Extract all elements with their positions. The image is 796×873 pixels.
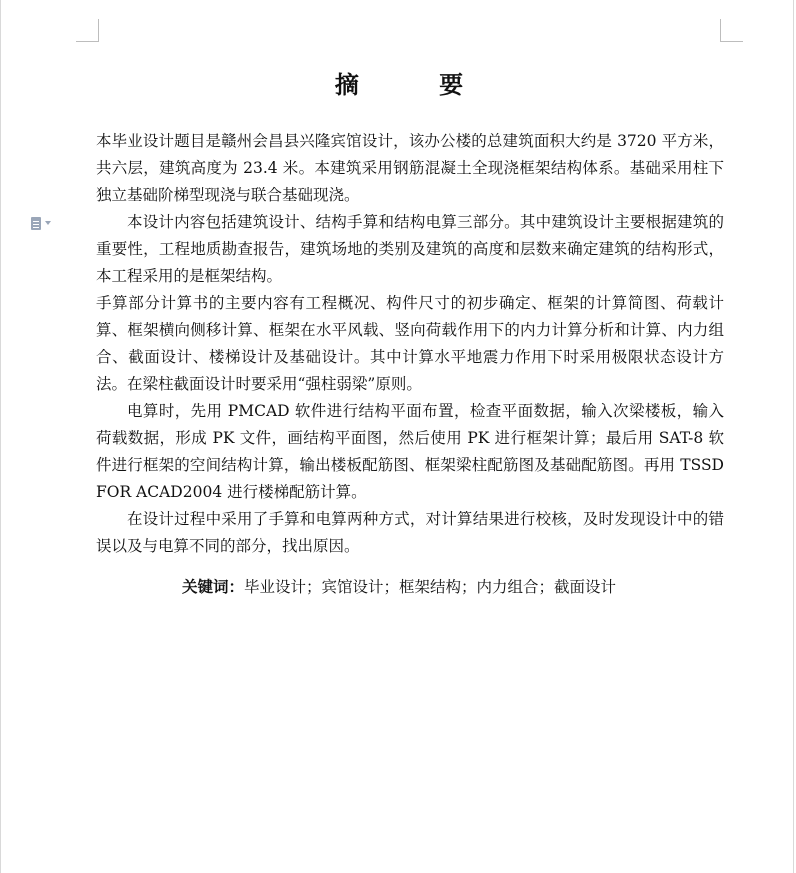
- keywords-text: 毕业设计；宾馆设计；框架结构；内力组合；截面设计: [244, 578, 617, 596]
- abstract-paragraph-4: 电算时，先用 PMCAD 软件进行结构平面布置，检查平面数据，输入次梁楼板，输入荷载数据，形成 PK 文件，画结构平面图，然后使用 PK 进行框架计算；最后用 SAT-8 软件进行框架的空间结构计算，输出楼板配筋图、框架梁柱配筋图及基础配筋图。再用 TSSD FOR ACAD2004 进行楼梯配筋计算。: [96, 402, 724, 501]
- abstract-paragraph-5: 在设计过程中采用了手算和电算两种方式，对计算结果进行校核，及时发现设计中的错误以及与电算不同的部分，找出原因。: [96, 510, 724, 555]
- margin-corner-top-right: [720, 19, 743, 42]
- abstract-body: [96, 128, 724, 560]
- chevron-down-icon: [45, 221, 51, 225]
- keywords-line: [1, 574, 796, 601]
- abstract-paragraph-3: 手算部分计算书的主要内容有工程概况、构件尺寸的初步确定、框架的计算简图、荷载计算、框架横向侧移计算、框架在水平风载、竖向荷载作用下的内力计算分析和计算、内力组合、截面设计、楼梯设计及基础设计。其中计算水平地震力作用下时采用极限状态设计方法。在梁柱截面设计时要采用“强柱弱梁”原则。: [96, 294, 724, 393]
- keywords-label: 关键词：: [181, 578, 244, 596]
- margin-corner-top-left: [76, 19, 99, 42]
- document-icon: [31, 217, 41, 230]
- abstract-paragraph-1: 本毕业设计题目是赣州会昌县兴隆宾馆设计，该办公楼的总建筑面积大约是 3720 平方米，共六层，建筑高度为 23.4 米。本建筑采用钢筋混凝土全现浇框架结构体系。基础采用柱下独立基础阶梯型现浇与联合基础现浇。: [96, 132, 724, 204]
- paragraph-options-icon[interactable]: [31, 215, 59, 231]
- page-title: 摘 要: [334, 71, 500, 99]
- abstract-paragraph-2: 本设计内容包括建筑设计、结构手算和结构电算三部分。其中建筑设计主要根据建筑的重要性，工程地质勘查报告，建筑场地的类别及建筑的高度和层数来确定建筑的结构形式，本工程采用的是框架结构。: [96, 213, 724, 285]
